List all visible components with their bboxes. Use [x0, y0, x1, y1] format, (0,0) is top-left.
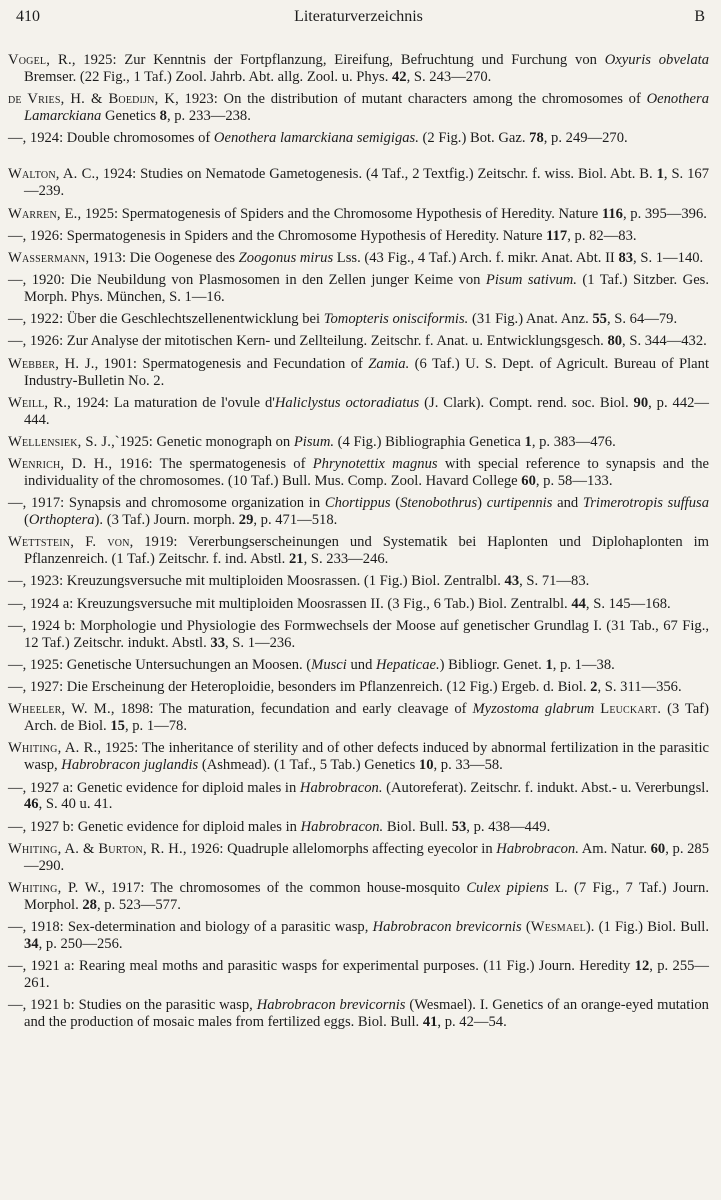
citation-text: , p. 233—238. — [166, 108, 251, 125]
citation-text: L. (7 Fig., 7 Taf.) Journ. Morphol. — [24, 879, 709, 913]
volume-number: 21 — [288, 551, 304, 568]
italic-text: Orthoptera — [28, 512, 95, 529]
citation-text: and — [552, 495, 583, 512]
author-name: de Vries, H. & Boedijn, K — [8, 91, 176, 108]
bibliography-entry — [8, 52, 709, 86]
bibliography-entry — [8, 206, 709, 223]
citation-text: Am. Natur. — [578, 840, 651, 857]
italic-text: Trimerotropis suffusa — [582, 495, 709, 512]
volume-number: 34 — [24, 935, 39, 952]
citation-text: , p. 82—83. — [567, 227, 637, 244]
citation-text: , S. 311—356. — [597, 679, 682, 696]
italic-text: Chortippus — [324, 495, 391, 512]
citation-text: , 1925: The inheritance of sterility and of other defects induced by abnormal fertilization in the parasitic wasp, — [24, 740, 709, 774]
author-name: Weill, R. — [8, 394, 68, 411]
italic-text: Phrynotettix magnus — [312, 456, 438, 473]
bibliography-entry — [8, 272, 709, 306]
citation-text: , 1925: Spermatogenesis of Spiders and the Chromosome Hypothesis of Heredity. Nature — [77, 205, 602, 222]
author-name: Whiting, P. W. — [8, 879, 102, 896]
citation-text: (J. Clark). Compt. rend. soc. Biol. — [419, 394, 634, 411]
bibliography-entry — [8, 573, 709, 590]
citation-text: , S. 243—270. — [406, 68, 492, 85]
volume-number: 15 — [110, 718, 125, 735]
author-name: Vogel, R. — [8, 52, 72, 68]
author-name: Webber, H. J. — [8, 355, 95, 372]
citation-text: (4 Fig.) Bibliographia Genetica — [334, 433, 525, 450]
citation-text: , S. 145—168. — [585, 595, 671, 612]
citation-text: , S. 344—432. — [622, 333, 707, 350]
citation-text: ,`1925: Genetic monograph on — [111, 433, 294, 450]
volume-number: 60 — [521, 472, 536, 489]
running-header — [8, 0, 709, 34]
citation-text: , p. 383—476. — [531, 433, 616, 450]
citation-text: , S. 1—236. — [224, 634, 296, 651]
italic-text: Hepaticae. — [376, 656, 440, 673]
citation-text: Biol. Bull. — [383, 818, 452, 835]
bibliography-entry — [8, 596, 709, 613]
citation-text: , p. 471—518. — [253, 512, 338, 529]
citation-text: , 1924: Studies on Nematode Gametogenesis. (4 Taf., 2 Textfig.) Zeitschr. f. wiss. Biol. Abt. B. — [95, 166, 657, 183]
bibliography-entry — [8, 311, 709, 328]
bibliography-entry — [8, 780, 709, 814]
citation-text: ). (1 Fig.) Biol. Bull. — [585, 919, 709, 936]
citation-text: , p. 1—78. — [124, 718, 187, 735]
volume-number: 41 — [422, 1014, 438, 1031]
volume-number: 78 — [529, 130, 544, 147]
citation-text: , 1917: The chromosomes of the common house-mosquito — [101, 879, 467, 896]
citation-text: , p. 438—449. — [466, 818, 551, 835]
citation-text: —, 1927: Die Erscheinung der Heteroploidie, besonders im Pflanzenreich. (12 Fig.) Ergeb. d. Biol. — [8, 679, 591, 696]
italic-text: curtipennis — [486, 495, 553, 512]
citation-text: (2 Fig.) Bot. Gaz. — [418, 130, 530, 147]
italic-text: Habrobracon. — [299, 779, 383, 796]
citation-text: —, 1921 a: Rearing meal moths and parasitic wasps for experimental purposes. (11 Fig.) Journ. Heredity — [8, 958, 635, 975]
citation-text: , p. 250—256. — [38, 935, 123, 952]
citation-text: , p. 285—290. — [24, 840, 710, 874]
author-name: Walton, A. C. — [8, 166, 96, 183]
author-name: Whiting, A. & Burton, R. H. — [8, 840, 183, 857]
page-title: Literaturverzeichnis — [294, 8, 423, 25]
bibliography-entry — [8, 534, 709, 568]
italic-text: Oenothera Lamarckiana — [24, 91, 710, 125]
citation-text: , 1898: The maturation, fecundation and early cleavage of — [110, 701, 473, 718]
author-name: Wellensiek, S. J. — [8, 433, 112, 450]
citation-text: , p. 395—396. — [622, 205, 707, 222]
volume-number: 53 — [451, 818, 467, 835]
citation-text: , S. 167—239. — [24, 166, 709, 200]
bibliography-entry — [8, 395, 709, 429]
bibliography-entry — [8, 997, 709, 1031]
citation-text: , p. 1—38. — [552, 656, 615, 673]
italic-text: Habrobracon juglandis — [61, 757, 199, 774]
volume-number: 60 — [650, 840, 666, 857]
bibliography-entry — [8, 356, 709, 390]
entry-spacer — [8, 152, 709, 166]
italic-text: Habrobracon. — [300, 818, 384, 835]
citation-text: —, 1924: Double chromosomes of — [8, 130, 214, 147]
author-name: Warren, E. — [8, 205, 78, 222]
volume-number: 43 — [504, 573, 520, 590]
bibliography-entry — [8, 456, 709, 490]
volume-number: 2 — [590, 679, 598, 696]
citation-text: , p. 42—54. — [437, 1014, 507, 1031]
volume-number: 1 — [524, 433, 532, 450]
bibliography-list — [8, 52, 709, 1031]
citation-text: , S. 1—140. — [633, 249, 704, 266]
bibliography-entry — [8, 679, 709, 696]
italic-text: Oxyuris obvelata — [604, 52, 709, 68]
author-name: Wheeler, W. M. — [8, 701, 111, 718]
citation-text: , S. 40 u. 41. — [38, 796, 113, 813]
citation-text: —, 1918: Sex-determination and biology of a parasitic wasp, — [8, 919, 373, 936]
citation-text: und — [346, 656, 377, 673]
author-name: Wesmael — [530, 919, 586, 936]
volume-number: 80 — [607, 333, 623, 350]
citation-text: , 1913: Die Oogenese des — [85, 249, 239, 266]
citation-text: —, 1917: Synapsis and chromosome organization in — [8, 495, 325, 512]
bibliography-entry — [8, 880, 709, 914]
citation-text: —, 1925: Genetische Untersuchungen an Moosen. ( — [8, 656, 312, 673]
citation-text: Genetics — [101, 108, 160, 125]
author-name: Wettstein, F. von — [8, 534, 130, 551]
author-name: Wenrich, D. H. — [8, 456, 109, 473]
bibliography-entry — [8, 91, 709, 125]
citation-text: (Autoreferat). Zeitschr. f. indukt. Abst.- u. Vererbungsl. — [382, 779, 709, 796]
bibliography-entry — [8, 130, 709, 147]
citation-text: , p. 249—270. — [543, 130, 628, 147]
italic-text: Habrobracon brevicornis — [372, 919, 522, 936]
citation-text: ) — [477, 495, 487, 512]
citation-text: (Wesmael). I. Genetics of an orange-eyed mutation and the production of mosaic males from fertilized eggs. Biol. Bull. — [24, 997, 709, 1031]
volume-number: 12 — [634, 958, 650, 975]
bibliography-entry — [8, 333, 709, 350]
italic-text: Pisum. — [293, 433, 335, 450]
citation-text: —, 1921 b: Studies on the parasitic wasp, — [8, 997, 257, 1014]
citation-text: , p. 255—261. — [24, 958, 710, 992]
citation-text: (3 Taf) Arch. de Biol. — [24, 701, 709, 735]
bibliography-entry — [8, 701, 709, 735]
volume-number: 33 — [210, 634, 225, 651]
citation-text: Lss. (43 Fig., 4 Taf.) Arch. f. mikr. Anat. Abt. II — [333, 249, 619, 266]
citation-text: —, 1927 b: Genetic evidence for diploid males in — [8, 818, 301, 835]
italic-text: Haliclystus octoradiatus — [274, 394, 420, 411]
citation-text: , S. 71—83. — [519, 573, 590, 590]
volume-number: 116 — [601, 205, 623, 222]
italic-text: Myzostoma glabrum — [472, 701, 595, 718]
italic-text: Musci — [311, 656, 347, 673]
volume-number: 28 — [82, 896, 97, 913]
citation-text: ( — [390, 495, 401, 512]
bibliography-entry — [8, 166, 709, 200]
citation-text: with special reference to synapsis and the individuality of the chromosomes. (10 Taf.) Bull. Mus. Comp. Zool. Havard College — [24, 456, 709, 489]
citation-text: , S. 64—79. — [606, 311, 678, 328]
bibliography-entry — [8, 819, 709, 836]
citation-text: —, 1920: Die Neubildung von Plasmosomen in den Zellen junger Keime von — [8, 272, 486, 289]
italic-text: Tomopteris onisciformis. — [323, 311, 469, 328]
volume-number: 55 — [592, 311, 607, 328]
citation-text: , 1919: Vererbungserscheinungen und Systematik bei Haplonten und Diplohaplonten im Pflanzenreich. (1 Taf.) Zeitschr. f. ind. Abstl. — [24, 534, 709, 568]
citation-text: Bremser. (22 Fig., 1 Taf.) Zool. Jahrb. Abt. allg. Zool. u. Phys. — [24, 68, 392, 85]
citation-text: (31 Fig.) Anat. Anz. — [468, 311, 593, 328]
author-name: Whiting, A. R. — [8, 740, 98, 757]
italic-text: Habrobracon brevicornis — [256, 997, 406, 1014]
volume-number: 83 — [618, 249, 634, 266]
citation-text: , 1926: Quadruple allelomorphs affecting eyecolor in — [182, 840, 497, 857]
italic-text: Culex pipiens — [466, 879, 549, 896]
volume-number: 1 — [656, 166, 664, 183]
citation-text: , p. 33—58. — [433, 757, 503, 774]
bibliography-entry — [8, 618, 709, 652]
volume-number: 90 — [633, 394, 649, 411]
citation-text: , p. 523—577. — [96, 896, 181, 913]
page-number: 410 — [16, 8, 40, 25]
citation-text: , S. 233—246. — [303, 551, 389, 568]
author-name: Wassermann — [8, 249, 86, 266]
citation-text: —, 1922: Über die Geschlechtszellenentwicklung bei — [8, 311, 324, 328]
volume-number: 44 — [571, 595, 586, 612]
bibliography-entry — [8, 495, 709, 529]
volume-number: 29 — [238, 512, 254, 529]
citation-text: , 1916: The spermatogenesis of — [108, 456, 313, 473]
italic-text: Zoogonus mirus — [238, 249, 334, 266]
bibliography-entry — [8, 740, 709, 774]
citation-text: —, 1926: Zur Analyse der mitotischen Kern- und Zellteilung. Zeitschr. f. Anat. u. Entwicklungsgesch. — [8, 333, 608, 350]
citation-text: , 1923: On the distribution of mutant characters among the chromosomes of — [175, 91, 647, 108]
citation-text: ( — [521, 919, 531, 936]
bibliography-entry — [8, 228, 709, 245]
citation-text: —, 1924 b: Morphologie und Physiologie des Formwechsels der Moose auf genetischer Grundlag I. (31 Tab., 67 Fig., 12 Taf.) Zeitschr. indukt. Abstl. — [8, 617, 709, 651]
volume-number: 117 — [546, 227, 568, 244]
volume-number: 8 — [159, 108, 167, 125]
bibliography-entry — [8, 841, 709, 875]
section-letter: B — [694, 8, 705, 25]
bibliography-entry — [8, 919, 709, 953]
italic-text: Zamia. — [368, 355, 410, 372]
italic-text: Pisum sativum. — [485, 272, 577, 289]
citation-text: —, 1923: Kreuzungsversuche mit multiploiden Moosrassen. (1 Fig.) Biol. Zentralbl. — [8, 573, 505, 590]
citation-text: ) Bibliogr. Genet. — [439, 656, 546, 673]
italic-text: Stenobothrus — [400, 495, 478, 512]
bibliography-entry — [8, 434, 709, 451]
citation-text: —, 1924 a: Kreuzungsversuche mit multiploiden Moosrassen II. (3 Fig., 6 Tab.) Biol. Zentralbl. — [8, 595, 572, 612]
citation-text: ( — [24, 512, 29, 529]
citation-text: —, 1926: Spermatogenesis in Spiders and the Chromosome Hypothesis of Heredity. Nature — [8, 227, 547, 244]
italic-text: Oenothera lamarckiana semigigas. — [213, 130, 419, 147]
citation-text: , p. 58—133. — [535, 472, 613, 489]
citation-text: , 1924: La maturation de l'ovule d' — [67, 394, 275, 411]
citation-text: , 1925: Zur Kenntnis der Fortpflanzung, Eireifung, Befruchtung und Furchung von — [71, 52, 605, 68]
citation-text: (Ashmead). (1 Taf., 5 Tab.) Genetics — [198, 757, 419, 774]
volume-number: 1 — [545, 656, 553, 673]
bibliography-entry — [8, 958, 709, 992]
volume-number: 46 — [24, 796, 39, 813]
citation-text: (6 Taf.) U. S. Dept. of Agricult. Bureau of Plant Industry-Bulletin No. 2. — [24, 355, 709, 389]
citation-text: , 1901: Spermatogenesis and Fecundation of — [94, 355, 369, 372]
volume-number: 42 — [392, 68, 407, 85]
citation-text: —, 1927 a: Genetic evidence for diploid males in — [8, 779, 300, 796]
citation-text: ). (3 Taf.) Journ. morph. — [94, 512, 239, 529]
citation-text: (1 Taf.) Sitzber. Ges. Morph. Phys. München, S. 1—16. — [24, 272, 709, 306]
author-name: Leuckart. — [600, 701, 662, 718]
citation-text: , p. 442—444. — [24, 394, 710, 428]
italic-text: Habrobracon. — [496, 840, 579, 857]
volume-number: 10 — [418, 757, 434, 774]
bibliography-entry — [8, 250, 709, 267]
bibliography-entry — [8, 657, 709, 674]
